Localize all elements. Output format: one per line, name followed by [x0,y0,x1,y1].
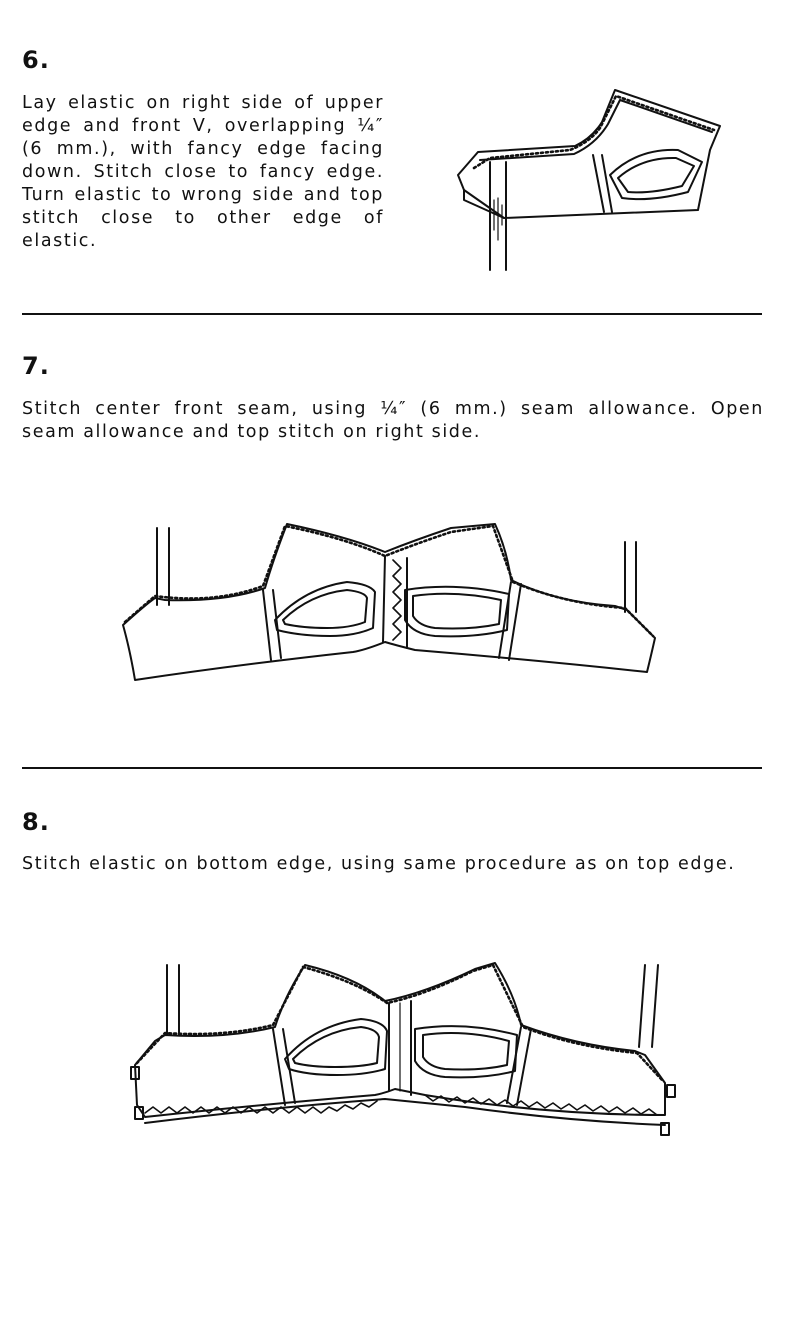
step-6-number: 6. [22,46,50,74]
divider-2 [22,767,762,769]
step-8-instructions: Stitch elastic on bottom edge, using same procedure as on top edge. [22,854,736,874]
step-6-instructions: Lay elastic on right side of upper edge and front V, overlapping ¼″ (6 mm.), with fancy edge facing down. Stitch close to fancy edge. Turn elastic to wrong side and top stitch close to other edge of elastic. [22,93,384,251]
step-6-illustration [450,80,750,275]
step-8-illustration [125,955,685,1145]
step-8-number: 8. [22,808,50,836]
divider-1 [22,313,762,315]
step-7-number: 7. [22,352,50,380]
step-7-illustration [115,510,675,690]
step-7-instructions: Stitch center front seam, using ¼″ (6 mm.) seam allowance. Open seam allowance and top stitch on right side. [22,399,764,442]
